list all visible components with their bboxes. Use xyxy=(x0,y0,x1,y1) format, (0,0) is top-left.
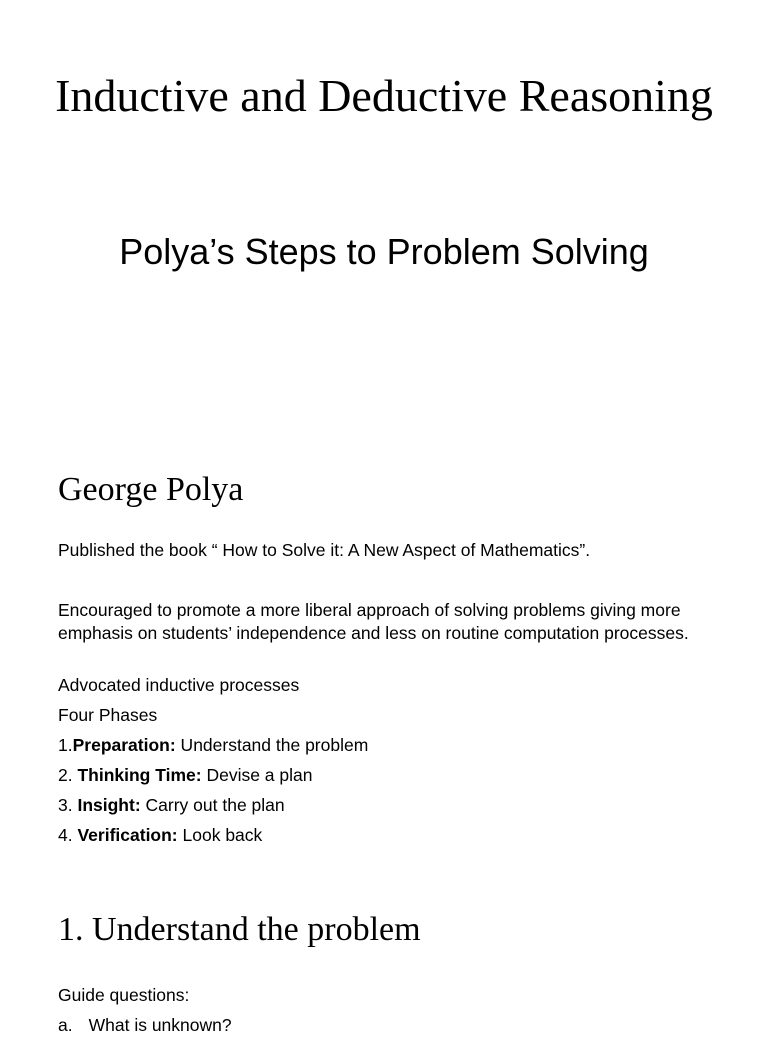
presentation-subtitle: Polya’s Steps to Problem Solving xyxy=(119,231,649,272)
phase-description: Carry out the plan xyxy=(140,795,285,815)
phase-description: Devise a plan xyxy=(201,765,313,785)
published-text: Published the book “ How to Solve it: A New Aspect of Mathematics”. xyxy=(58,540,591,560)
george-polya-slide xyxy=(0,440,768,880)
encouraged-text: Encouraged to promote a more liberal approach of solving problems giving more emphasis on students’ independence and less on routine computation processes. xyxy=(58,600,689,643)
phase-term: Insight: xyxy=(77,795,141,815)
phase-number: 1. xyxy=(58,735,73,755)
four-phases-label: Four Phases xyxy=(58,705,158,725)
phase-item xyxy=(58,824,728,847)
phase-term: Preparation: xyxy=(72,735,176,755)
phase-number: 2. xyxy=(58,765,78,785)
slide-heading: 1. Understand the problem xyxy=(58,911,421,948)
phase-term: Thinking Time: xyxy=(77,765,202,785)
list-marker: a. xyxy=(58,1015,73,1035)
phase-description: Understand the problem xyxy=(175,735,369,755)
understand-problem-slide xyxy=(0,880,768,1035)
advocated-text: Advocated inductive processes xyxy=(58,675,300,695)
title-slide xyxy=(0,0,768,420)
list-item xyxy=(58,1014,232,1037)
phase-number: 3. xyxy=(58,795,78,815)
phase-item xyxy=(58,734,728,757)
phase-item xyxy=(58,794,728,817)
presentation-title: Inductive and Deductive Reasoning xyxy=(55,70,713,121)
guide-question-list xyxy=(58,1014,232,1037)
phase-item xyxy=(58,764,728,787)
guide-questions-label: Guide questions: xyxy=(58,985,190,1005)
phase-term: Verification: xyxy=(77,825,178,845)
phase-number: 4. xyxy=(58,825,78,845)
slide-heading: George Polya xyxy=(58,471,244,508)
phase-description: Look back xyxy=(177,825,263,845)
question-text: What is unknown? xyxy=(88,1015,232,1035)
